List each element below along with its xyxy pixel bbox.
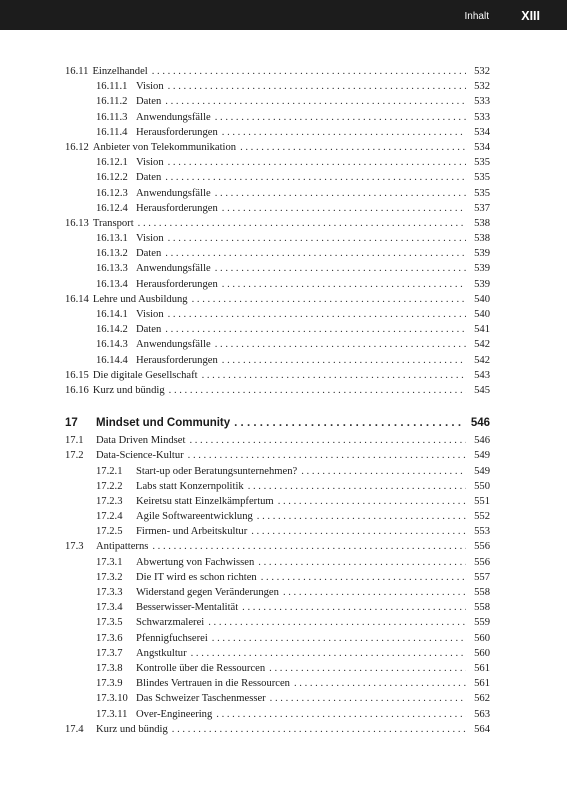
toc-leader bbox=[222, 125, 466, 140]
toc-title: Antipatterns bbox=[96, 541, 149, 553]
toc-page: 551 bbox=[474, 495, 490, 507]
toc-number: 16.12.2 bbox=[96, 172, 128, 184]
toc-page: 562 bbox=[474, 693, 490, 705]
toc-page: 539 bbox=[474, 248, 490, 260]
toc-title: Herausforderungen bbox=[136, 354, 218, 366]
running-header-label: Inhalt bbox=[464, 11, 489, 22]
toc-page: 550 bbox=[474, 480, 490, 492]
toc-title: Labs statt Konzernpolitik bbox=[136, 480, 244, 492]
toc-title: Pfennigfuchserei bbox=[136, 632, 208, 644]
toc-entry-16-13[interactable] bbox=[65, 216, 490, 231]
toc-number: 17.2.4 bbox=[96, 511, 123, 523]
toc-page: 545 bbox=[474, 384, 490, 396]
toc-leader bbox=[168, 231, 466, 246]
toc-page: 537 bbox=[474, 202, 490, 214]
toc-number: 16.12.3 bbox=[96, 187, 128, 199]
toc-leader bbox=[294, 676, 466, 691]
toc-title: Herausforderungen bbox=[136, 126, 218, 138]
toc-entry-16-12[interactable] bbox=[65, 140, 490, 155]
toc-leader bbox=[168, 155, 466, 170]
toc-leader bbox=[189, 433, 466, 448]
toc-number: 17.2.1 bbox=[96, 465, 123, 477]
toc-title: Einzelhandel bbox=[92, 66, 148, 77]
toc-number: 16.14.2 bbox=[96, 324, 128, 336]
toc-number: 17.3.3 bbox=[96, 587, 123, 598]
toc-leader bbox=[152, 539, 466, 554]
toc-page: 543 bbox=[474, 369, 490, 381]
toc-entry-17-3-11[interactable] bbox=[65, 707, 490, 722]
toc-title: Keiretsu statt Einzelkämpfertum bbox=[136, 495, 274, 507]
toc-title: Data Driven Mindset bbox=[96, 435, 186, 447]
toc-number: 16.12.4 bbox=[96, 202, 128, 214]
toc-number: 17.4 bbox=[65, 723, 84, 735]
toc-number: 17.3.10 bbox=[96, 693, 128, 705]
toc-number: 17 bbox=[65, 417, 78, 430]
toc-page: 533 bbox=[474, 96, 490, 108]
toc-title: Herausforderungen bbox=[136, 278, 218, 290]
toc-number: 16.11 bbox=[65, 66, 89, 77]
toc-title: Over-Engineering bbox=[136, 708, 213, 720]
toc-entry-17-2[interactable] bbox=[65, 448, 490, 463]
toc-leader bbox=[234, 414, 462, 432]
toc-page: 564 bbox=[474, 723, 490, 735]
toc-leader bbox=[165, 170, 466, 185]
toc-title: Vision bbox=[136, 81, 164, 93]
toc-title: Anbieter von Telekommunikation bbox=[92, 141, 237, 153]
toc-leader bbox=[202, 368, 466, 383]
toc-title: Blindes Vertrauen in die Ressourcen bbox=[136, 678, 290, 690]
toc-entry-17-4[interactable] bbox=[65, 722, 490, 737]
toc-entry-16-12-1[interactable] bbox=[65, 155, 490, 170]
toc-page: 534 bbox=[474, 141, 490, 153]
toc-page: 539 bbox=[474, 263, 490, 275]
toc-leader bbox=[152, 64, 466, 79]
toc-number: 16.13 bbox=[65, 217, 89, 229]
toc-number: 17.1 bbox=[65, 435, 84, 447]
toc-leader bbox=[212, 631, 466, 646]
toc-title: Agile Softwareentwicklung bbox=[136, 511, 253, 523]
toc-entry-17-2-4[interactable] bbox=[65, 509, 490, 524]
running-header bbox=[0, 0, 567, 30]
toc-title: Anwendungsfälle bbox=[136, 111, 211, 123]
toc-entry-17-2-3[interactable] bbox=[65, 494, 490, 509]
toc-title: Vision bbox=[136, 233, 164, 245]
toc-number: 17.3.5 bbox=[96, 617, 123, 629]
toc-title: Transport bbox=[92, 217, 134, 229]
toc-number: 16.11.2 bbox=[96, 96, 128, 108]
toc-leader bbox=[192, 292, 466, 307]
toc-entry-17-3-5[interactable] bbox=[65, 615, 490, 630]
toc-entry-17-3-2[interactable] bbox=[65, 570, 490, 585]
toc-title: Angstkultur bbox=[136, 647, 187, 659]
toc-number: 16.16 bbox=[65, 384, 89, 396]
toc-number: 16.14.3 bbox=[96, 339, 128, 351]
toc-entry-17-3-8[interactable] bbox=[65, 661, 490, 676]
toc-entry-16-14-2[interactable] bbox=[65, 322, 490, 337]
toc-page: 542 bbox=[474, 339, 490, 351]
toc-page: 546 bbox=[474, 435, 490, 447]
toc-page: 534 bbox=[474, 126, 490, 138]
toc-leader bbox=[169, 383, 466, 398]
toc-number: 17.3.9 bbox=[96, 678, 123, 690]
toc-number: 17.3.11 bbox=[96, 708, 128, 720]
toc-number: 17.2.5 bbox=[96, 526, 123, 538]
toc-entry-17-2-2[interactable] bbox=[65, 479, 490, 494]
toc-entry-17-3-9[interactable] bbox=[65, 676, 490, 691]
toc-page: 552 bbox=[474, 511, 490, 523]
toc-number: 16.13.3 bbox=[96, 263, 128, 275]
toc-page: 558 bbox=[474, 587, 490, 598]
toc-entry-17-1[interactable] bbox=[65, 433, 490, 448]
toc-leader bbox=[222, 353, 466, 368]
toc-entry-16-13-2[interactable] bbox=[65, 246, 490, 261]
toc-leader bbox=[248, 479, 466, 494]
toc-leader bbox=[222, 201, 466, 216]
toc-entry-16-13-1[interactable] bbox=[65, 231, 490, 246]
toc-page: 561 bbox=[474, 678, 490, 690]
toc-entry-16-11-1[interactable] bbox=[65, 79, 490, 94]
toc-leader bbox=[172, 722, 466, 737]
toc-title: Daten bbox=[136, 324, 162, 336]
toc-entry-16-14-4[interactable] bbox=[65, 353, 490, 368]
toc-leader bbox=[165, 246, 466, 261]
toc-title: Die IT wird es schon richten bbox=[136, 571, 257, 583]
toc-entry-16-11-2[interactable] bbox=[65, 94, 490, 109]
toc-leader bbox=[188, 448, 466, 463]
toc-number: 17.3.4 bbox=[96, 602, 123, 614]
toc-leader bbox=[215, 186, 466, 201]
toc-leader bbox=[208, 615, 466, 630]
table-of-contents bbox=[65, 64, 490, 737]
toc-leader bbox=[269, 661, 466, 676]
toc-number: 17.2.2 bbox=[96, 480, 123, 492]
toc-entry-16-14-3[interactable] bbox=[65, 337, 490, 352]
toc-page: 532 bbox=[474, 66, 490, 77]
toc-page: 540 bbox=[474, 309, 490, 320]
toc-number: 17.3.8 bbox=[96, 662, 123, 674]
toc-page: 549 bbox=[474, 450, 490, 462]
toc-number: 16.13.4 bbox=[96, 278, 128, 290]
toc-page: 558 bbox=[474, 602, 490, 614]
toc-title: Die digitale Gesellschaft bbox=[92, 369, 198, 381]
toc-leader bbox=[165, 94, 466, 109]
toc-number: 16.11.4 bbox=[96, 126, 128, 138]
toc-title: Schwarzmalerei bbox=[136, 617, 205, 629]
toc-title: Data-Science-Kultur bbox=[96, 450, 184, 462]
toc-number: 16.12 bbox=[65, 141, 89, 153]
toc-entry-17-3-4[interactable] bbox=[65, 600, 490, 615]
toc-page: 541 bbox=[474, 324, 490, 336]
toc-leader bbox=[261, 570, 466, 585]
toc-page: 560 bbox=[474, 632, 490, 644]
toc-entry-17-3-1[interactable] bbox=[65, 555, 490, 570]
toc-number: 17.3.6 bbox=[96, 632, 123, 644]
toc-leader bbox=[168, 79, 466, 94]
toc-title: Daten bbox=[136, 172, 162, 184]
toc-entry-16-12-4[interactable] bbox=[65, 201, 490, 216]
toc-number: 16.13.1 bbox=[96, 233, 128, 245]
toc-title: Herausforderungen bbox=[136, 202, 218, 214]
toc-entry-17-3-6[interactable] bbox=[65, 631, 490, 646]
toc-entry-16-11[interactable] bbox=[65, 64, 490, 79]
toc-entry-16-12-3[interactable] bbox=[65, 186, 490, 201]
toc-title: Vision bbox=[136, 309, 164, 320]
toc-chapter-17[interactable] bbox=[65, 414, 490, 432]
toc-title: Anwendungsfälle bbox=[136, 187, 211, 199]
toc-title: Widerstand gegen Veränderungen bbox=[136, 587, 279, 598]
toc-page: 532 bbox=[474, 81, 490, 93]
toc-page: 533 bbox=[474, 111, 490, 123]
toc-entry-16-14[interactable] bbox=[65, 292, 490, 307]
toc-number: 17.3.1 bbox=[96, 556, 123, 568]
toc-number: 16.12.1 bbox=[96, 157, 128, 169]
toc-number: 16.11.1 bbox=[96, 81, 128, 93]
toc-title: Besserwisser-Mentalität bbox=[136, 602, 239, 614]
toc-page: 556 bbox=[474, 541, 490, 553]
toc-number: 16.14.4 bbox=[96, 354, 128, 366]
toc-page: 560 bbox=[474, 647, 490, 659]
toc-entry-16-11-3[interactable] bbox=[65, 110, 490, 125]
toc-title: Daten bbox=[136, 96, 162, 108]
toc-number: 17.3.2 bbox=[96, 571, 123, 583]
toc-leader bbox=[283, 585, 466, 600]
toc-entry-16-11-4[interactable] bbox=[65, 125, 490, 140]
toc-entry-16-16[interactable] bbox=[65, 383, 490, 398]
toc-page: 549 bbox=[474, 465, 490, 477]
toc-number: 16.11.3 bbox=[96, 111, 128, 123]
toc-leader bbox=[168, 307, 466, 322]
toc-page: 559 bbox=[474, 617, 490, 629]
toc-number: 17.3.7 bbox=[96, 647, 123, 659]
toc-title: Anwendungsfälle bbox=[136, 263, 211, 275]
toc-page: 535 bbox=[474, 172, 490, 184]
toc-entry-16-13-3[interactable] bbox=[65, 261, 490, 276]
toc-leader bbox=[222, 277, 466, 292]
toc-title: Firmen- und Arbeitskultur bbox=[136, 526, 248, 538]
toc-leader bbox=[240, 140, 466, 155]
toc-page: 538 bbox=[474, 233, 490, 245]
toc-page: 563 bbox=[474, 708, 490, 720]
toc-page: 557 bbox=[474, 571, 490, 583]
toc-entry-16-15[interactable] bbox=[65, 368, 490, 383]
toc-entry-16-13-4[interactable] bbox=[65, 277, 490, 292]
toc-title: Das Schweizer Taschenmesser bbox=[136, 693, 266, 705]
toc-title: Start-up oder Beratungsunternehmen? bbox=[136, 465, 298, 477]
toc-entry-17-3-3[interactable] bbox=[65, 585, 490, 600]
toc-leader bbox=[216, 707, 466, 722]
toc-page: 542 bbox=[474, 354, 490, 366]
toc-title: Vision bbox=[136, 157, 164, 169]
toc-leader bbox=[191, 646, 466, 661]
toc-leader bbox=[242, 600, 466, 615]
toc-page: 546 bbox=[470, 417, 490, 430]
toc-page: 535 bbox=[474, 187, 490, 199]
toc-leader bbox=[215, 261, 466, 276]
toc-leader bbox=[138, 216, 466, 231]
toc-leader bbox=[215, 110, 466, 125]
toc-page: 553 bbox=[474, 526, 490, 538]
toc-title: Daten bbox=[136, 248, 162, 260]
toc-entry-17-2-5[interactable] bbox=[65, 524, 490, 539]
toc-entry-17-3-10[interactable] bbox=[65, 691, 490, 706]
toc-page: 535 bbox=[474, 157, 490, 169]
toc-number: 16.13.2 bbox=[96, 248, 128, 260]
toc-title: Kontrolle über die Ressourcen bbox=[136, 662, 266, 674]
toc-leader bbox=[165, 322, 466, 337]
toc-leader bbox=[278, 494, 466, 509]
toc-entry-17-3-7[interactable] bbox=[65, 646, 490, 661]
toc-number: 16.14.1 bbox=[96, 309, 128, 320]
toc-title: Mindset und Community bbox=[96, 417, 231, 430]
toc-title: Lehre und Ausbildung bbox=[92, 293, 188, 305]
toc-leader bbox=[215, 337, 466, 352]
toc-page: 539 bbox=[474, 278, 490, 290]
toc-page: 556 bbox=[474, 556, 490, 568]
toc-entry-16-14-1[interactable] bbox=[65, 307, 490, 322]
toc-leader bbox=[251, 524, 466, 539]
toc-entry-17-3[interactable] bbox=[65, 539, 490, 554]
toc-entry-17-2-1[interactable] bbox=[65, 464, 490, 479]
toc-title: Abwertung von Fachwissen bbox=[136, 556, 255, 568]
toc-number: 16.14 bbox=[65, 293, 89, 305]
toc-page: 540 bbox=[474, 293, 490, 305]
toc-leader bbox=[270, 691, 466, 706]
toc-title: Anwendungsfälle bbox=[136, 339, 211, 351]
toc-title: Kurz und bündig bbox=[96, 723, 168, 735]
toc-number: 17.2 bbox=[65, 450, 84, 462]
toc-number: 17.2.3 bbox=[96, 495, 123, 507]
toc-title: Kurz und bündig bbox=[92, 384, 165, 396]
chapter-spacer bbox=[65, 398, 490, 408]
toc-number: 16.15 bbox=[65, 369, 89, 381]
toc-entry-16-12-2[interactable] bbox=[65, 170, 490, 185]
toc-page: 561 bbox=[474, 662, 490, 674]
toc-number: 17.3 bbox=[65, 541, 84, 553]
page-number: XIII bbox=[521, 9, 540, 23]
toc-page: 538 bbox=[474, 217, 490, 229]
toc-leader bbox=[301, 464, 466, 479]
toc-leader bbox=[257, 509, 466, 524]
toc-leader bbox=[258, 555, 466, 570]
